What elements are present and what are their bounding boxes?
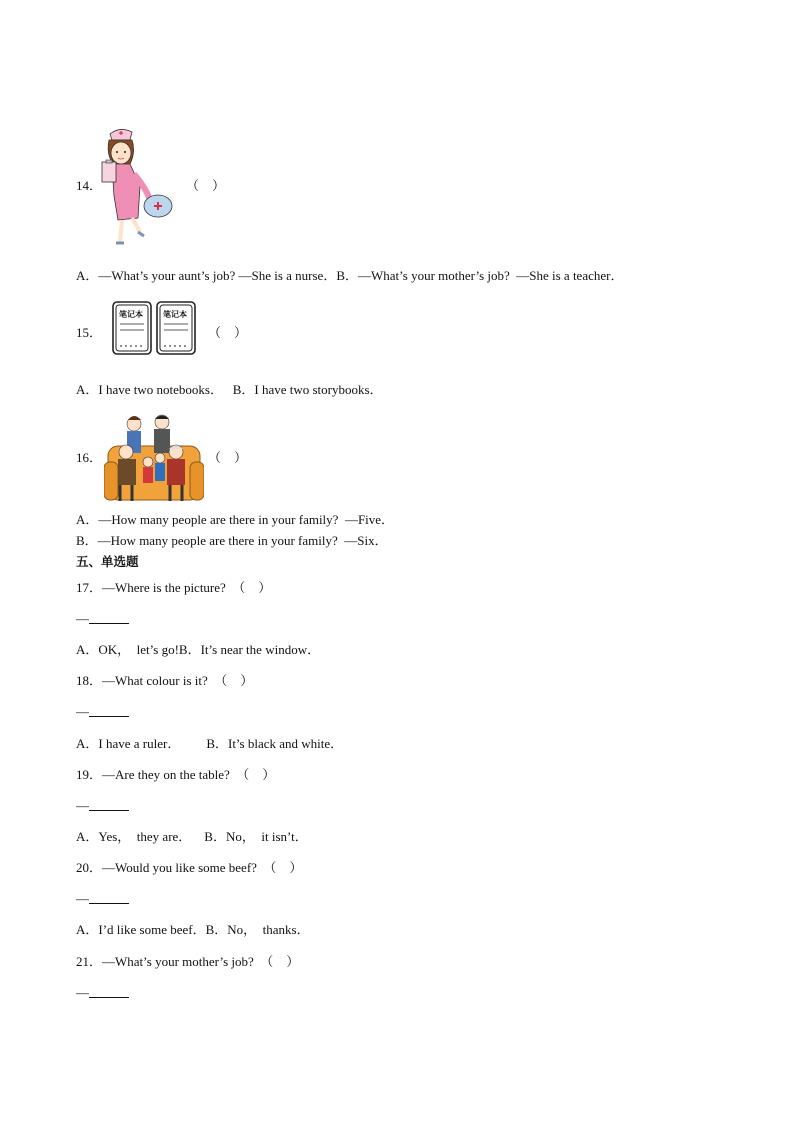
notebook-cover-label-1: 笔记本 bbox=[119, 310, 143, 319]
q16-option-a: A．—How many people are there in your family? —Five． bbox=[76, 512, 395, 527]
q18-answer-dash: — bbox=[76, 704, 89, 719]
q19-answer-blank[interactable] bbox=[76, 798, 129, 814]
q17-options: A．OK， let’s go!B．It’s near the window． bbox=[76, 642, 321, 657]
q16-number: 16． bbox=[76, 450, 103, 465]
q15-number: 15． bbox=[76, 325, 103, 340]
q14-number: 14． bbox=[76, 178, 103, 193]
q18-options: A．I have a ruler． B．It’s black and white． bbox=[76, 736, 344, 751]
q17-stem: 17．—Where is the picture? （ ） bbox=[76, 580, 272, 595]
notebook-cover-label-2: 笔记本 bbox=[163, 310, 187, 319]
q20-answer-dash: — bbox=[76, 891, 89, 906]
q21-answer-blank[interactable] bbox=[76, 985, 129, 1001]
q18-answer-blank[interactable] bbox=[76, 704, 129, 720]
q20-answer-blank[interactable] bbox=[76, 891, 129, 907]
q16-option-b: B．—How many people are there in your family? —Six． bbox=[76, 533, 388, 548]
q19-options: A．Yes， they are． B．No， it isn’t． bbox=[76, 829, 308, 844]
q21-stem: 21．—What’s your mother’s job? （ ） bbox=[76, 954, 300, 969]
q14-options: A．—What’s your aunt’s job? —She is a nurse．B．—What’s your mother’s job? —She is a teacher． bbox=[76, 268, 624, 283]
q15-options: A．I have two notebooks． B．I have two storybooks． bbox=[76, 382, 383, 397]
section-title: 五、单选题 bbox=[76, 554, 139, 569]
q14-answer-paren: （ ） bbox=[186, 178, 226, 193]
q18-stem: 18．—What colour is it? （ ） bbox=[76, 673, 254, 688]
q17-answer-dash: — bbox=[76, 611, 89, 626]
q16-answer-paren: （ ） bbox=[208, 450, 248, 465]
notebooks-illustration bbox=[110, 300, 200, 358]
family-illustration bbox=[104, 412, 204, 506]
nurse-illustration bbox=[100, 126, 180, 250]
q21-answer-dash: — bbox=[76, 985, 89, 1000]
q19-stem: 19．—Are they on the table? （ ） bbox=[76, 767, 276, 782]
q19-answer-dash: — bbox=[76, 798, 89, 813]
q15-answer-paren: （ ） bbox=[208, 325, 248, 340]
q17-answer-blank[interactable] bbox=[76, 611, 129, 627]
q20-options: A．I’d like some beef．B．No， thanks． bbox=[76, 922, 310, 937]
q20-stem: 20．—Would you like some beef? （ ） bbox=[76, 860, 303, 875]
